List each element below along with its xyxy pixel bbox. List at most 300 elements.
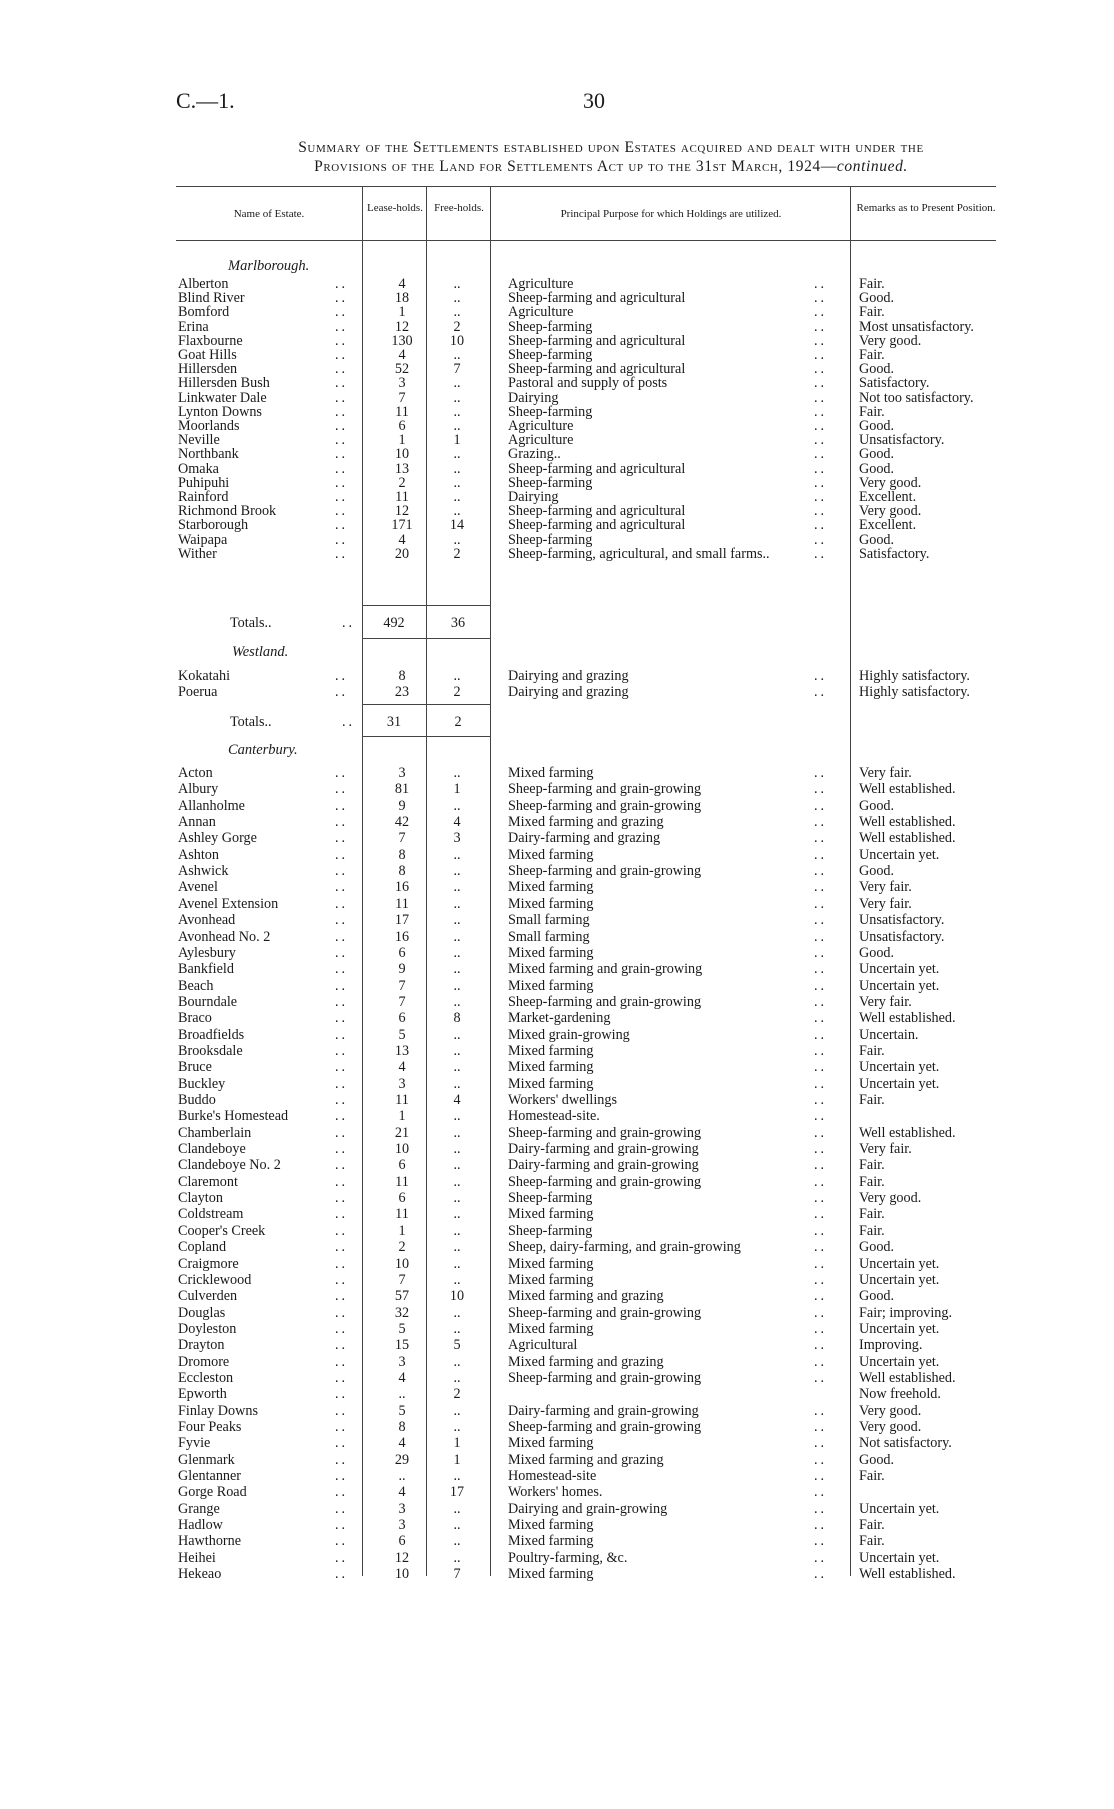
purpose-leader-dots: ..: [814, 1549, 828, 1566]
remarks-cell: Uncertain yet.: [859, 1059, 940, 1076]
freeholds-cell: ..: [453, 879, 461, 896]
remarks-cell: Fair.: [859, 1173, 885, 1190]
estate-name: Ashley Gorge: [178, 830, 257, 847]
purpose-leader-dots: ..: [814, 895, 828, 912]
purpose-cell: Mixed farming and grazing: [508, 1353, 664, 1370]
remarks-cell: Fair.: [859, 1157, 885, 1174]
purpose-leader-dots: ..: [814, 517, 828, 534]
table-row: [0, 1206, 1114, 1222]
purpose-cell: Agricultural: [508, 1337, 578, 1354]
purpose-cell: Mixed farming: [508, 846, 594, 863]
purpose-cell: Dairying and grazing: [508, 668, 629, 684]
purpose-leader-dots: ..: [814, 474, 828, 491]
freeholds-cell: 10: [449, 332, 465, 349]
leader-dots: ..: [335, 879, 349, 896]
leaseholds-cell: 4: [398, 1369, 406, 1386]
purpose-leader-dots: ..: [814, 1435, 828, 1452]
purpose-leader-dots: ..: [814, 863, 828, 880]
leaseholds-cell: 11: [395, 489, 409, 505]
estate-name: Buckley: [178, 1075, 226, 1092]
leader-dots: ..: [335, 846, 349, 863]
purpose-leader-dots: ..: [814, 1517, 828, 1534]
leader-dots: ..: [335, 361, 349, 378]
purpose-leader-dots: ..: [814, 1566, 828, 1583]
table-row: [0, 1337, 1114, 1353]
purpose-leader-dots: ..: [814, 1451, 828, 1468]
remarks-cell: Fair.: [859, 1092, 885, 1108]
page-number: 30: [583, 88, 605, 113]
remarks-cell: Very fair.: [859, 895, 912, 912]
purpose-cell: Homestead-site: [508, 1468, 597, 1485]
table-row: [0, 1321, 1114, 1337]
estate-name: Blind River: [178, 290, 245, 307]
col-head-name: Name of Estate.: [233, 208, 305, 220]
table-row: [0, 1370, 1114, 1386]
estate-name: Northbank: [178, 446, 239, 463]
leader-dots: ..: [335, 1222, 349, 1239]
purpose-cell: Sheep, dairy-farming, and grain-growing: [508, 1239, 741, 1256]
estate-name: Cooper's Creek: [178, 1222, 266, 1239]
freeholds-cell: ..: [453, 895, 461, 912]
freeholds-cell: ..: [453, 347, 461, 363]
leaseholds-cell: 9: [398, 797, 406, 814]
leaseholds-cell: 6: [398, 418, 406, 434]
remarks-cell: Good.: [859, 531, 895, 548]
remarks-cell: Very fair.: [859, 1141, 912, 1158]
purpose-cell: Mixed farming: [508, 1042, 594, 1059]
purpose-cell: Sheep-farming: [508, 1222, 593, 1239]
purpose-cell: Poultry-farming, &c.: [508, 1549, 628, 1566]
westland-totals-freeholds: 2: [454, 714, 462, 730]
estate-name: Erina: [178, 318, 209, 335]
estate-name: Four Peaks: [178, 1419, 242, 1435]
estate-name: Broadfields: [178, 1026, 245, 1043]
westland-totals-label: Totals..: [230, 714, 272, 730]
purpose-cell: Mixed farming and grazing: [508, 1451, 664, 1468]
purpose-cell: Mixed farming and grazing: [508, 814, 664, 831]
remarks-cell: Good.: [859, 290, 895, 307]
purpose-leader-dots: ..: [814, 318, 828, 335]
freeholds-cell: 10: [449, 1288, 465, 1305]
remarks-cell: Good.: [859, 361, 895, 378]
estate-name: Ashwick: [178, 863, 229, 880]
table-row: [0, 1533, 1114, 1549]
remarks-cell: Not satisfactory.: [859, 1435, 952, 1452]
leader-dots: ..: [335, 1010, 349, 1027]
freeholds-cell: ..: [453, 1304, 461, 1321]
leader-dots: ..: [335, 797, 349, 814]
table-row: [0, 546, 1114, 562]
estate-name: Glenmark: [178, 1451, 235, 1468]
leader-dots: ..: [335, 895, 349, 912]
estate-name: Neville: [178, 432, 220, 449]
purpose-cell: Mixed grain-growing: [508, 1026, 630, 1043]
remarks-cell: Fair.: [859, 1533, 885, 1550]
purpose-leader-dots: ..: [814, 1222, 828, 1239]
purpose-cell: Agriculture: [508, 304, 574, 321]
purpose-leader-dots: ..: [814, 531, 828, 548]
purpose-cell: Dairying and grazing: [508, 684, 629, 700]
purpose-cell: Small farming: [508, 912, 590, 929]
leaseholds-cell: 5: [398, 1320, 406, 1337]
leader-dots: ..: [335, 389, 349, 406]
marlborough-totals-leaseholds: 492: [383, 615, 405, 631]
remarks-cell: Very good.: [859, 474, 922, 491]
remarks-cell: Well established.: [859, 814, 956, 831]
purpose-cell: Mixed farming: [508, 895, 594, 912]
purpose-leader-dots: ..: [814, 1468, 828, 1485]
leader-dots: ..: [335, 781, 349, 798]
remarks-cell: Highly satisfactory.: [859, 684, 970, 700]
freeholds-cell: ..: [453, 977, 461, 994]
estate-name: Gorge Road: [178, 1484, 247, 1501]
leaseholds-cell: 8: [398, 668, 406, 684]
freeholds-cell: ..: [453, 668, 461, 684]
purpose-cell: Mixed farming: [508, 1533, 594, 1550]
estate-name: Clayton: [178, 1190, 223, 1207]
estate-name: Bankfield: [178, 961, 234, 978]
freeholds-cell: 3: [453, 830, 461, 847]
leader-dots: ..: [335, 1206, 349, 1223]
freeholds-cell: ..: [453, 846, 461, 863]
purpose-cell: Sheep-farming and agricultural: [508, 290, 686, 307]
table-row: [0, 1125, 1114, 1141]
freeholds-cell: 14: [449, 517, 465, 534]
estate-name: Avenel Extension: [178, 895, 279, 912]
purpose-leader-dots: ..: [814, 418, 828, 434]
leaseholds-cell: 21: [394, 1124, 410, 1141]
leader-dots: ..: [335, 432, 349, 449]
leaseholds-cell: ..: [398, 1468, 406, 1485]
freeholds-cell: ..: [453, 1075, 461, 1092]
table-row: [0, 1517, 1114, 1533]
purpose-cell: Market-gardening: [508, 1010, 611, 1027]
estate-name: Puhipuhi: [178, 474, 230, 491]
leaseholds-cell: 11: [395, 1173, 409, 1190]
leaseholds-cell: 11: [395, 895, 409, 912]
purpose-cell: Small farming: [508, 928, 590, 945]
estate-name: Bourndale: [178, 993, 238, 1010]
estate-name: Hawthorne: [178, 1533, 242, 1550]
estate-name: Hillersden: [178, 361, 238, 378]
purpose-cell: Homestead-site.: [508, 1108, 600, 1125]
freeholds-cell: ..: [453, 1059, 461, 1076]
estate-name: Avonhead: [178, 912, 236, 929]
leader-dots: ..: [335, 1386, 349, 1403]
table-row: [0, 1452, 1114, 1468]
leaseholds-cell: 13: [394, 1042, 410, 1059]
leaseholds-cell: 4: [398, 347, 406, 363]
leader-dots: ..: [335, 276, 349, 292]
purpose-cell: Mixed farming: [508, 977, 594, 994]
leader-dots: ..: [335, 1320, 349, 1337]
table-row: [0, 847, 1114, 863]
purpose-leader-dots: ..: [814, 928, 828, 945]
leader-dots: ..: [335, 531, 349, 548]
leaseholds-cell: 3: [398, 1075, 406, 1092]
remarks-cell: Excellent.: [859, 489, 917, 505]
purpose-cell: Grazing..: [508, 446, 561, 463]
table-row: [0, 1288, 1114, 1304]
purpose-cell: Dairy-farming and grazing: [508, 830, 661, 847]
purpose-cell: Sheep-farming: [508, 318, 593, 335]
remarks-cell: Very fair.: [859, 993, 912, 1010]
table-row: [0, 1566, 1114, 1582]
table-row: [0, 1239, 1114, 1255]
header-bottom-rule: [176, 240, 996, 241]
estate-name: Eccleston: [178, 1369, 234, 1386]
leader-dots: ..: [335, 1190, 349, 1207]
remarks-cell: Well established.: [859, 1566, 956, 1583]
freeholds-cell: ..: [453, 1402, 461, 1419]
remarks-cell: Unsatisfactory.: [859, 928, 945, 945]
leader-dots: ..: [335, 765, 349, 781]
purpose-cell: Dairying: [508, 489, 559, 505]
freeholds-cell: ..: [453, 765, 461, 781]
leader-dots: ..: [335, 961, 349, 978]
leaseholds-cell: 7: [398, 1271, 406, 1288]
purpose-leader-dots: ..: [814, 1402, 828, 1419]
estate-name: Avenel: [178, 879, 218, 896]
leaseholds-cell: 6: [398, 1157, 406, 1174]
freeholds-cell: 2: [453, 545, 461, 562]
remarks-cell: Well established.: [859, 1369, 956, 1386]
table-row: [0, 1174, 1114, 1190]
estate-name: Starborough: [178, 517, 249, 534]
leaseholds-cell: 6: [398, 1010, 406, 1027]
freeholds-cell: ..: [453, 1206, 461, 1223]
westland-totals-rule-bottom: [362, 736, 490, 737]
estate-name: Alberton: [178, 276, 229, 292]
freeholds-cell: 5: [453, 1337, 461, 1354]
purpose-leader-dots: ..: [814, 912, 828, 929]
leader-dots: ..: [335, 1173, 349, 1190]
purpose-leader-dots: ..: [814, 446, 828, 463]
freeholds-cell: ..: [453, 1239, 461, 1256]
leader-dots: ..: [335, 318, 349, 335]
leader-dots: ..: [335, 1075, 349, 1092]
remarks-cell: Well established.: [859, 781, 956, 798]
freeholds-cell: ..: [453, 1271, 461, 1288]
remarks-cell: Uncertain yet.: [859, 846, 940, 863]
leader-dots: ..: [335, 944, 349, 961]
remarks-cell: Uncertain yet.: [859, 1255, 940, 1272]
estate-name: Glentanner: [178, 1468, 242, 1485]
remarks-cell: Uncertain yet.: [859, 961, 940, 978]
table-row: [0, 1272, 1114, 1288]
estate-name: Fyvie: [178, 1435, 211, 1452]
leaseholds-cell: 81: [394, 781, 410, 798]
table-row: [0, 1059, 1114, 1075]
remarks-cell: Uncertain yet.: [859, 1549, 940, 1566]
estate-name: Brooksdale: [178, 1042, 243, 1059]
table-row: [0, 830, 1114, 846]
freeholds-cell: 7: [453, 361, 461, 378]
purpose-leader-dots: ..: [814, 276, 828, 292]
estate-name: Burke's Homestead: [178, 1108, 289, 1125]
remarks-cell: Good.: [859, 944, 895, 961]
leader-dots: ..: [335, 1500, 349, 1517]
estate-name: Lynton Downs: [178, 403, 262, 420]
remarks-cell: Very fair.: [859, 879, 912, 896]
leaseholds-cell: 11: [395, 1206, 409, 1223]
freeholds-cell: ..: [453, 1255, 461, 1272]
purpose-cell: Sheep-farming and agricultural: [508, 332, 686, 349]
leader-dots: ..: [335, 1337, 349, 1354]
remarks-cell: Excellent.: [859, 517, 917, 534]
estate-name: Coldstream: [178, 1206, 244, 1223]
estate-name: Epworth: [178, 1386, 227, 1403]
purpose-leader-dots: ..: [814, 304, 828, 321]
leader-dots: ..: [335, 1353, 349, 1370]
estate-name: Acton: [178, 765, 213, 781]
purpose-cell: Workers' homes.: [508, 1484, 603, 1501]
remarks-cell: Unsatisfactory.: [859, 432, 945, 449]
purpose-leader-dots: ..: [814, 1533, 828, 1550]
purpose-cell: Mixed farming: [508, 1206, 594, 1223]
remarks-cell: Very good.: [859, 1419, 922, 1435]
leader-dots: ..: [335, 977, 349, 994]
remarks-cell: Fair.: [859, 304, 885, 321]
freeholds-cell: ..: [453, 1173, 461, 1190]
leaseholds-cell: 11: [395, 1092, 409, 1108]
purpose-leader-dots: ..: [814, 977, 828, 994]
estate-name: Hadlow: [178, 1517, 223, 1534]
purpose-leader-dots: ..: [814, 347, 828, 363]
estate-name: Claremont: [178, 1173, 238, 1190]
estate-name: Bomford: [178, 304, 230, 321]
purpose-leader-dots: ..: [814, 944, 828, 961]
freeholds-cell: 2: [453, 684, 461, 700]
freeholds-cell: ..: [453, 1549, 461, 1566]
remarks-cell: Well established.: [859, 1010, 956, 1027]
title-continued: continued.: [836, 158, 908, 175]
purpose-cell: Mixed farming and grazing: [508, 1288, 664, 1305]
leaseholds-cell: 9: [398, 961, 406, 978]
leader-dots: ..: [335, 446, 349, 463]
marlborough-totals-label: Totals..: [230, 615, 272, 631]
table-row: [0, 961, 1114, 977]
freeholds-cell: ..: [453, 1500, 461, 1517]
freeholds-cell: ..: [453, 276, 461, 292]
leader-dots: ..: [335, 489, 349, 505]
purpose-cell: Sheep-farming and grain-growing: [508, 781, 702, 798]
purpose-cell: Sheep-farming and grain-growing: [508, 797, 702, 814]
title-line-2-text: Provisions of the Land for Settlements Act up to the 31st March, 1924—: [314, 158, 837, 175]
purpose-cell: Sheep-farming: [508, 531, 593, 548]
freeholds-cell: 17: [449, 1484, 465, 1501]
remarks-cell: Well established.: [859, 830, 956, 847]
leader-dots: ..: [335, 1141, 349, 1158]
leader-dots: ..: [335, 304, 349, 321]
remarks-cell: Good.: [859, 446, 895, 463]
purpose-leader-dots: ..: [814, 1369, 828, 1386]
col-head-leaseholds: Lease-holds.: [367, 202, 423, 214]
freeholds-cell: 2: [453, 1386, 461, 1403]
purpose-cell: Sheep-farming and grain-growing: [508, 1173, 702, 1190]
remarks-cell: Most unsatisfactory.: [859, 318, 974, 335]
estate-name: Hekeao: [178, 1566, 222, 1583]
purpose-leader-dots: ..: [814, 1500, 828, 1517]
freeholds-cell: 1: [453, 1451, 461, 1468]
table-row: [0, 1501, 1114, 1517]
remarks-cell: Highly satisfactory.: [859, 668, 970, 684]
purpose-leader-dots: ..: [814, 765, 828, 781]
leaseholds-cell: 1: [398, 1108, 406, 1125]
estate-name: Annan: [178, 814, 216, 831]
purpose-leader-dots: ..: [814, 993, 828, 1010]
leader-dots: ..: [335, 1026, 349, 1043]
estate-name: Beach: [178, 977, 214, 994]
freeholds-cell: ..: [453, 1353, 461, 1370]
purpose-cell: Mixed farming: [508, 765, 594, 781]
leaseholds-cell: 57: [394, 1288, 410, 1305]
leader-dots: ..: [335, 418, 349, 434]
leaseholds-cell: 1: [398, 304, 406, 321]
purpose-cell: Sheep-farming: [508, 1190, 593, 1207]
freeholds-cell: 4: [453, 1092, 461, 1108]
purpose-leader-dots: ..: [814, 961, 828, 978]
purpose-leader-dots: ..: [814, 1026, 828, 1043]
table-row: [0, 1157, 1114, 1173]
leaseholds-cell: 15: [394, 1337, 410, 1354]
leaseholds-cell: 12: [394, 1549, 410, 1566]
purpose-leader-dots: ..: [814, 1108, 828, 1125]
leaseholds-cell: 3: [398, 1353, 406, 1370]
remarks-cell: Uncertain yet.: [859, 1271, 940, 1288]
leader-dots: ..: [335, 863, 349, 880]
westland-totals-rule-top: [362, 704, 490, 705]
table-row: [0, 1550, 1114, 1566]
remarks-cell: Very good.: [859, 1402, 922, 1419]
freeholds-cell: ..: [453, 1320, 461, 1337]
freeholds-cell: 1: [453, 432, 461, 449]
remarks-cell: Uncertain yet.: [859, 1500, 940, 1517]
purpose-cell: Sheep-farming and grain-growing: [508, 1369, 702, 1386]
estate-name: Cricklewood: [178, 1271, 252, 1288]
leader-dots: ..: [335, 1402, 349, 1419]
estate-name: Goat Hills: [178, 347, 237, 363]
leaseholds-cell: 3: [398, 1500, 406, 1517]
leaseholds-cell: 10: [394, 446, 410, 463]
purpose-leader-dots: ..: [814, 846, 828, 863]
leader-dots: ..: [335, 460, 349, 477]
leaseholds-cell: 8: [398, 846, 406, 863]
purpose-cell: Mixed farming: [508, 1271, 594, 1288]
leaseholds-cell: 2: [398, 474, 406, 491]
purpose-leader-dots: ..: [814, 1353, 828, 1370]
purpose-leader-dots: ..: [814, 1092, 828, 1108]
table-top-rule: [176, 186, 996, 187]
remarks-cell: Fair.: [859, 347, 885, 363]
leader-dots: ..: [335, 332, 349, 349]
westland-totals-dots: ..: [342, 714, 356, 730]
purpose-leader-dots: ..: [814, 668, 828, 684]
remarks-cell: Good.: [859, 797, 895, 814]
leader-dots: ..: [335, 1059, 349, 1076]
table-row: [0, 1386, 1114, 1402]
freeholds-cell: ..: [453, 489, 461, 505]
leader-dots: ..: [335, 830, 349, 847]
leaseholds-cell: 13: [394, 460, 410, 477]
leaseholds-cell: 20: [394, 545, 410, 562]
purpose-leader-dots: ..: [814, 684, 828, 700]
purpose-leader-dots: ..: [814, 1304, 828, 1321]
freeholds-cell: ..: [453, 993, 461, 1010]
purpose-leader-dots: ..: [814, 797, 828, 814]
freeholds-cell: ..: [453, 503, 461, 520]
leaseholds-cell: 4: [398, 1059, 406, 1076]
